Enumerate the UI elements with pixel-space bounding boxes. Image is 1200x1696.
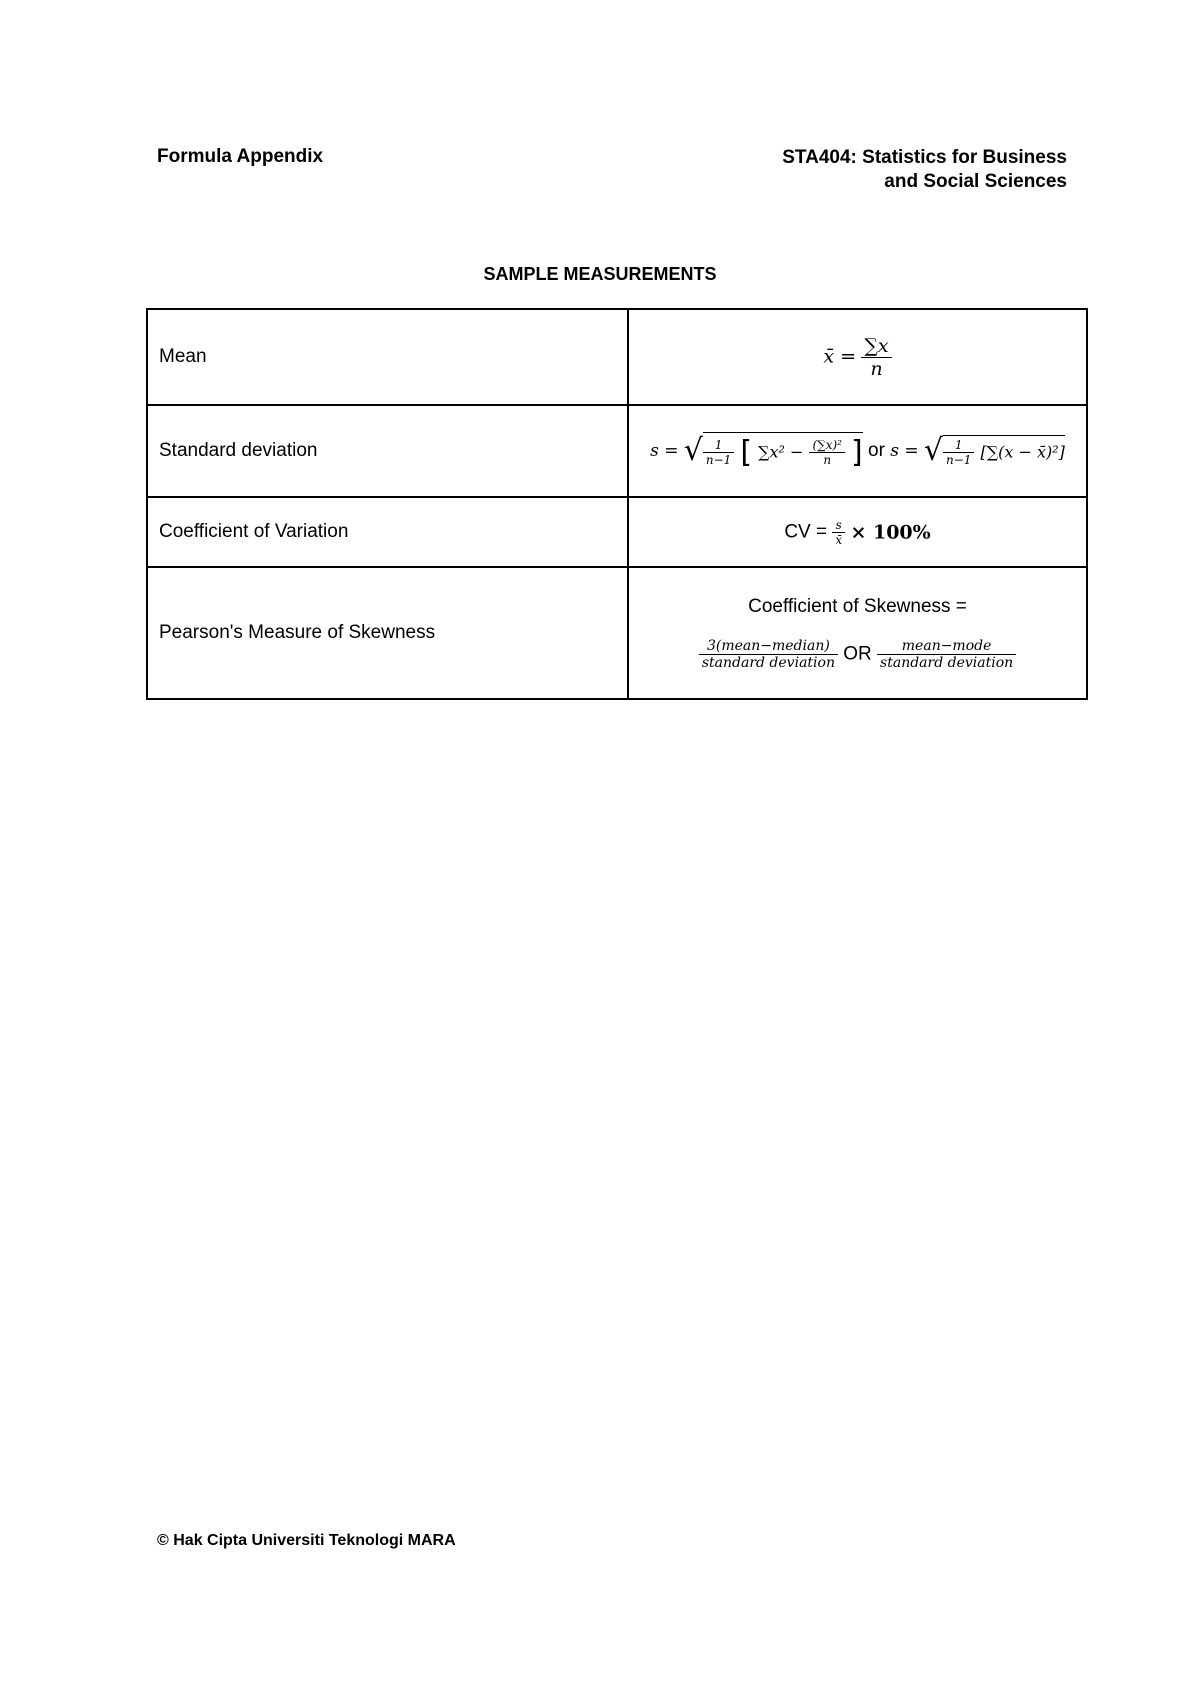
sd-inner-num: (∑x)²	[809, 438, 845, 453]
cv-fraction	[832, 518, 845, 547]
row-label: Coefficient of Variation	[147, 497, 628, 567]
skewness-fraction-1	[699, 638, 838, 671]
sd-inner-den: n	[823, 453, 832, 467]
or-connector: OR	[843, 643, 872, 664]
header-title-left: Formula Appendix	[157, 146, 324, 167]
mean-denominator: n	[870, 357, 883, 380]
mean-lhs: x̄ =	[823, 345, 857, 368]
table-row-std-dev	[147, 405, 1087, 497]
row-label: Mean	[147, 309, 628, 405]
formula-table	[146, 308, 1088, 700]
row-label: Pearson's Measure of Skewness	[147, 567, 628, 699]
cv-prefix: CV =	[784, 521, 828, 542]
sd-fraction-2-den: n−1	[946, 453, 972, 467]
right-bracket-icon: ]	[851, 435, 863, 470]
sd-fraction-2-num: 1	[943, 438, 974, 453]
left-bracket-icon: [	[740, 435, 753, 470]
table-row-mean	[147, 309, 1087, 405]
sd-lhs-1: s =	[650, 441, 679, 462]
sd-fraction-1	[703, 438, 734, 467]
cv-denominator: x̄	[835, 532, 843, 547]
course-title-line1: STA404: Statistics for Business	[782, 147, 1067, 168]
mean-fraction	[861, 335, 891, 380]
skewness-fraction-2	[877, 638, 1016, 671]
cv-numerator: s	[832, 518, 845, 533]
radicand-1	[703, 432, 863, 470]
skewness-fraction-2-den: standard deviation	[880, 654, 1014, 671]
sqrt-expression-2	[924, 435, 1065, 467]
table-row-cv	[147, 497, 1087, 567]
mean-numerator: ∑x	[861, 335, 891, 358]
cv-suffix: × 100%	[850, 521, 931, 543]
course-title	[782, 146, 1067, 194]
section-title: SAMPLE MEASUREMENTS	[483, 264, 717, 284]
sd-fraction-2	[943, 438, 974, 467]
sd-sum-x2: ∑x² −	[758, 442, 804, 462]
sd-fraction-1-num: 1	[703, 438, 734, 453]
course-title-line2: and Social Sciences	[884, 171, 1067, 192]
sd-fraction-1-den: n−1	[705, 453, 732, 467]
sd-fraction-inner	[809, 438, 845, 467]
cv-formula	[628, 497, 1087, 567]
radical-sign-icon: √	[683, 433, 703, 468]
radicand-2	[943, 435, 1065, 467]
copyright-footer: © Hak Cipta Universiti Teknologi MARA	[157, 1532, 456, 1549]
skewness-fraction-2-num: mean−mode	[877, 638, 1016, 655]
or-connector: or	[868, 440, 885, 461]
skewness-fraction-1-num: 3(mean−median)	[699, 638, 838, 655]
skewness-formula	[628, 567, 1087, 699]
sd-deviation-sum: [∑(x − x̄)²]	[980, 442, 1065, 462]
radical-sign-icon: √	[923, 433, 944, 468]
mean-formula	[628, 309, 1087, 405]
row-label: Standard deviation	[147, 405, 628, 497]
sqrt-expression-1	[684, 432, 863, 470]
sd-lhs-2: s =	[890, 441, 919, 462]
table-row-skewness	[147, 567, 1087, 699]
std-dev-formula	[628, 405, 1087, 497]
skewness-title: Coefficient of Skewness =	[748, 595, 967, 617]
skewness-fraction-1-den: standard deviation	[701, 654, 835, 671]
